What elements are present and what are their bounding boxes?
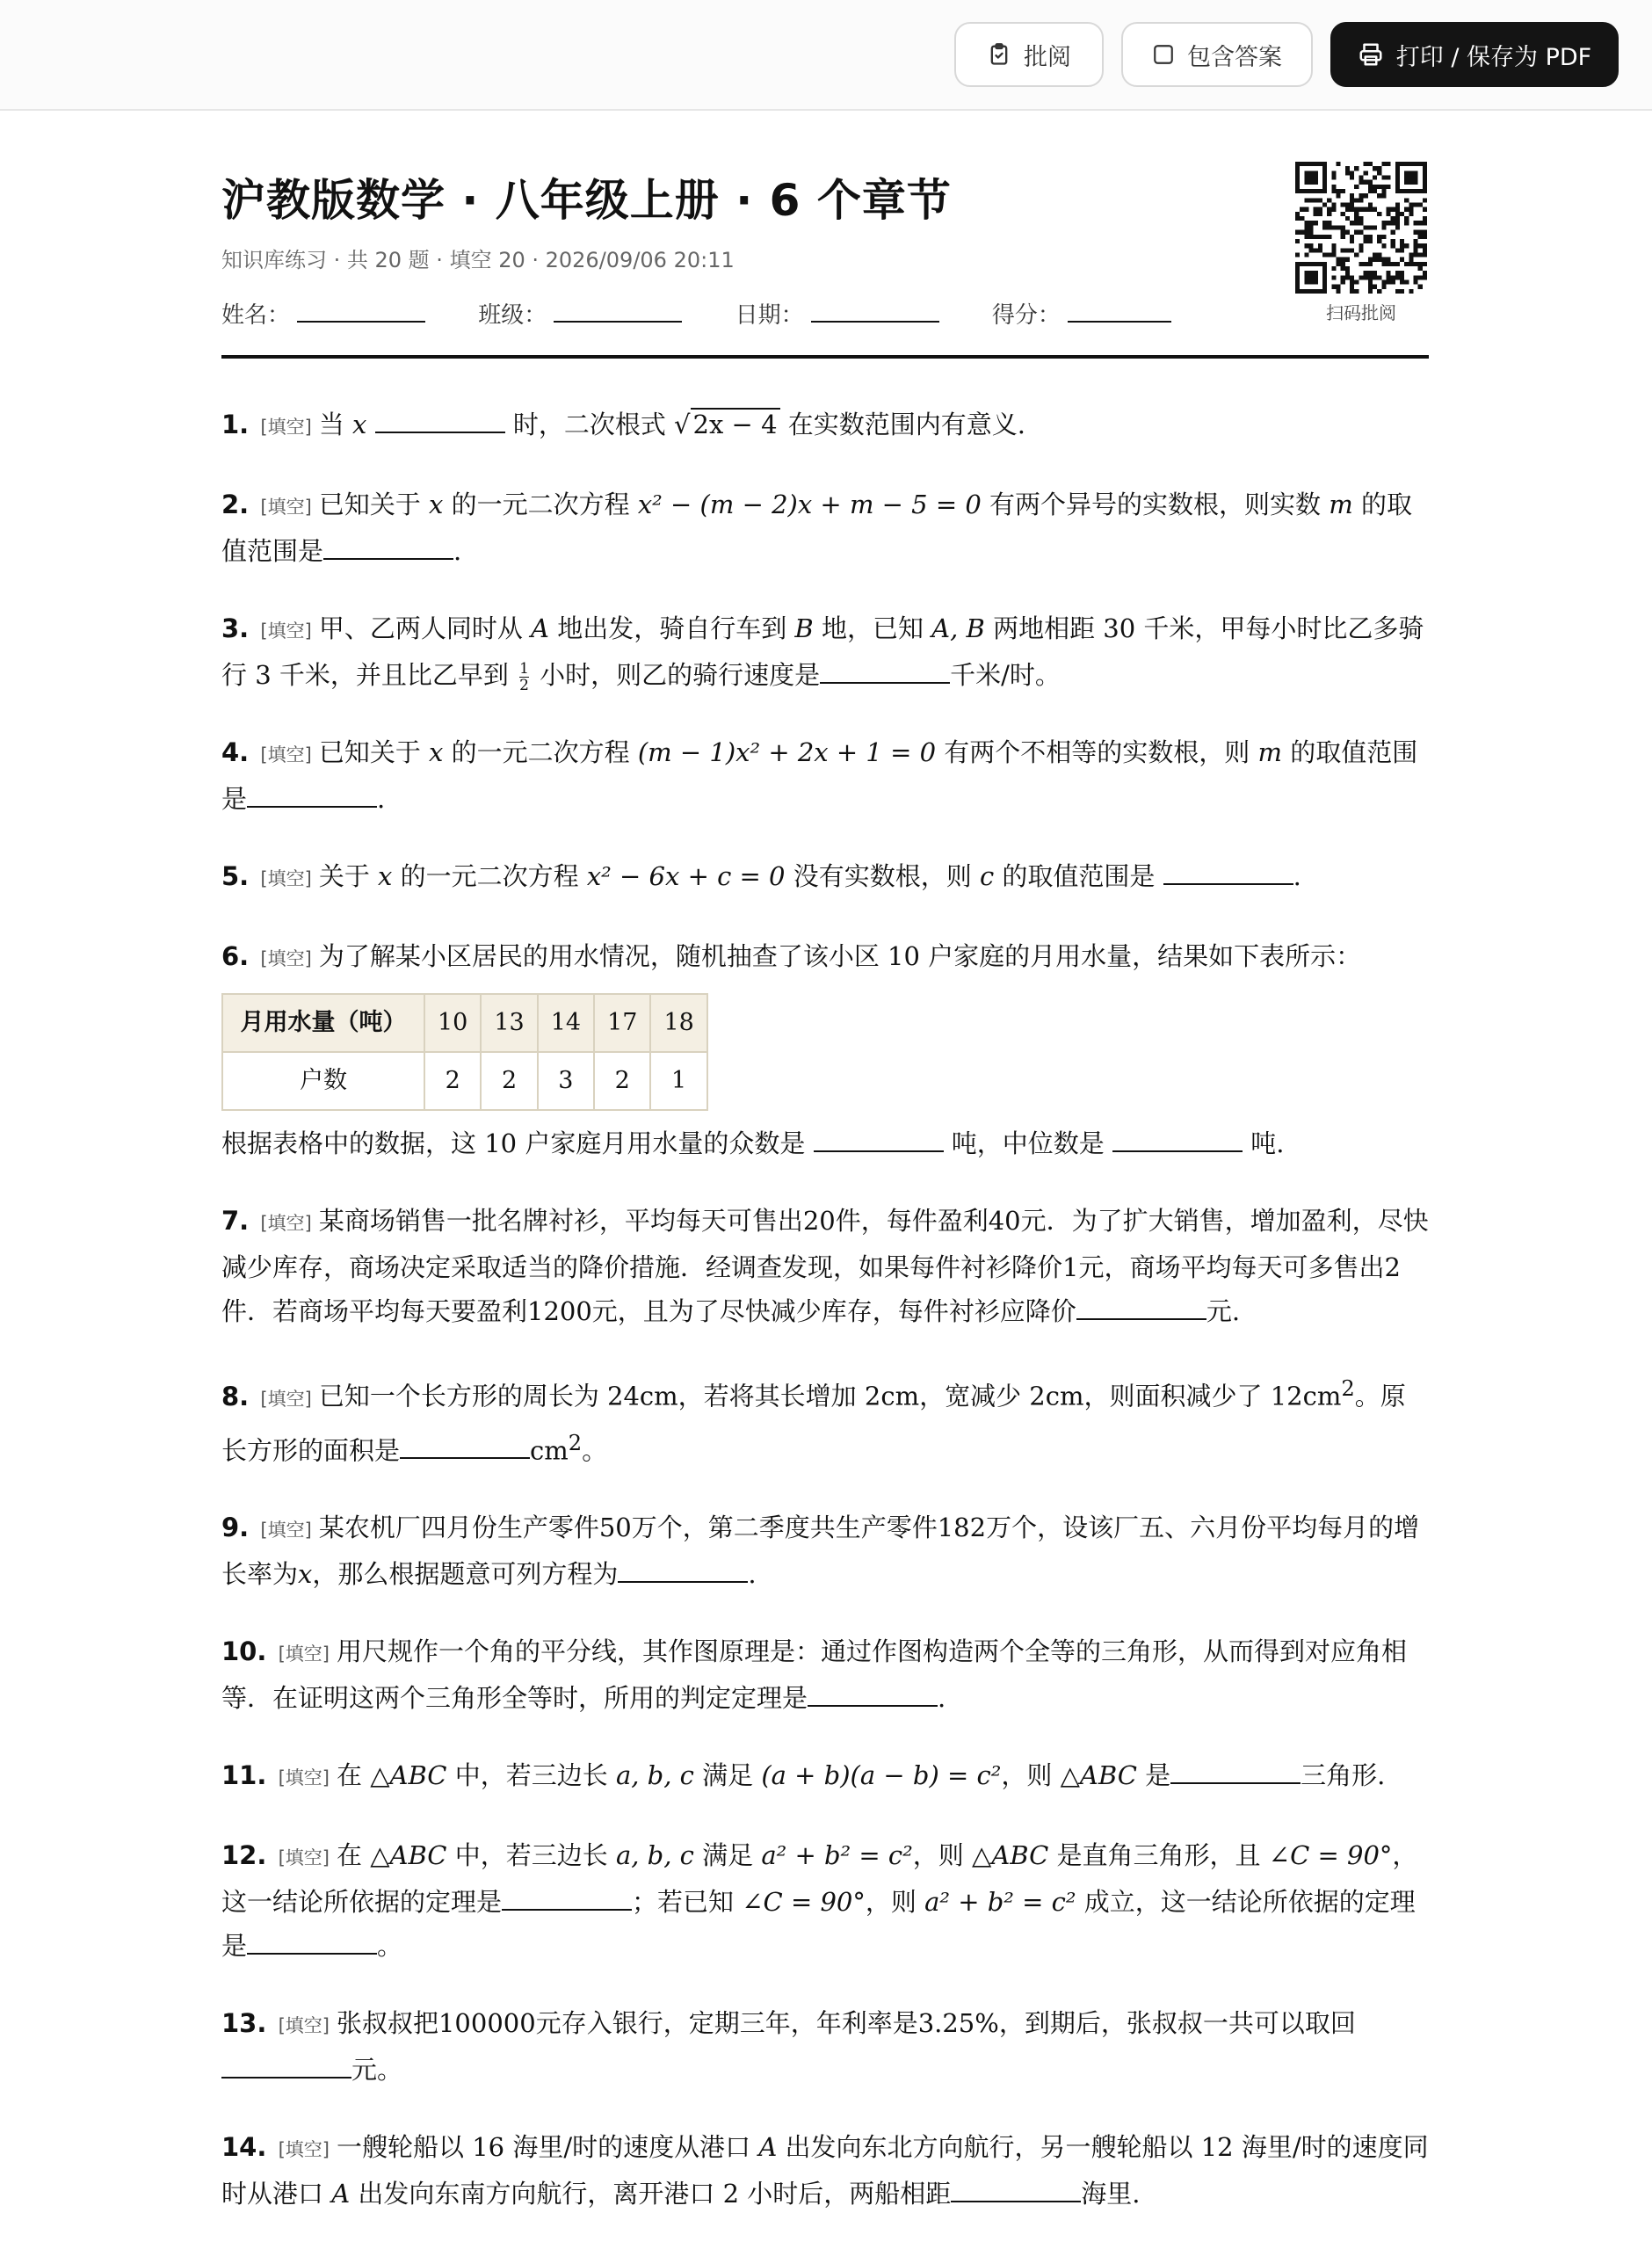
table-cell: 2 [424, 1052, 481, 1110]
toolbar [0, 0, 1652, 111]
review-button-label: 批阅 [1024, 43, 1071, 71]
question-7: 7. [填空] 某商场销售一批名牌衬衫，平均每天可售出20件，每件盈利40元．为了扩大销售，增加盈利，尽快减少库存，商场决定采取适当的降价措施．经调查发现，如果每件衬衫降价1元，商场平均每天可多售出2件．若商场平均每天要盈利1200元，且为了尽快减少库存，每件衬衫应降价 元. [221, 1206, 1429, 1326]
include-answers-label: 包含答案 [1187, 43, 1282, 71]
question-6: 6. [填空] 为了解某小区居民的用水情况，随机抽查了该小区 10 户家庭的月用水量，结果如下表所示： 月用水量（吨） 10 13 14 17 18 户数 2 2 3 2 1 根据表格中的数据，这 10 户家庭月用水量的众数是 吨，中位数是 吨. [221, 941, 1362, 1158]
answer-blank[interactable] [951, 2176, 1081, 2202]
table-cell: 户数 [222, 1052, 424, 1110]
answer-blank[interactable] [814, 1126, 944, 1152]
qr-label: 扫码批阅 [1326, 302, 1396, 323]
qr-code-image [1295, 162, 1427, 294]
print-pdf-label: 打印 / 保存为 PDF [1395, 43, 1592, 71]
question-1: 1. [填空] 当 x 时，二次根式 √ 2x − 4 在实数范围内有意义. [221, 403, 1429, 449]
worksheet-title: 沪教版数学 · 八年级上册 · 6 个章节 [221, 175, 952, 226]
answer-blank[interactable] [808, 1680, 938, 1707]
answer-blank[interactable] [247, 1928, 377, 1955]
table-header-cell: 10 [424, 994, 481, 1052]
question-4: 4. [填空] 已知关于 x 的一元二次方程 (m − 1)x² + 2x + 1 = 0 有两个不相等的实数根，则 m 的取值范围是 . [221, 737, 1418, 814]
table-header-cell: 18 [650, 994, 706, 1052]
water-usage-table [221, 993, 708, 1111]
question-list [221, 403, 1429, 2249]
review-button[interactable] [954, 22, 1104, 87]
answer-blank[interactable] [323, 533, 453, 560]
qr-code [1295, 162, 1427, 324]
question-3: 3. [填空] 甲、乙两人同时从 A 地出发，骑自行车到 B 地，已知 A, B 两地相距 30 千米，甲每小时比乙多骑行 3 千米，并且比乙早到 $\frac{1}{2}$ 小时，则乙的骑行速度是 千米/时。 [221, 613, 1424, 694]
question-9: 9. [填空] 某农机厂四月份生产零件50万个，第二季度共生产零件182万个，设该厂五、六月份平均每月的增长率为x，那么根据题意可列方程为 . [221, 1513, 1420, 1590]
question-2: 2. [填空] 已知关于 x 的一元二次方程 x² − (m − 2)x + m − 5 = 0 有两个异号的实数根，则实数 m 的取值范围是 . [221, 490, 1412, 566]
question-12: 12. [填空] 在 △ABC 中，若三边长 a, b, c 满足 a² + b² = c²，则 △ABC 是直角三角形，且 ∠C = 90°，这一结论所依据的定理是 ；若已知 ∠C = 90°，则 a² + b² = c² 成立，这一结论所依据的定理是 。 [221, 1840, 1418, 1962]
table-header-cell: 14 [538, 994, 594, 1052]
include-answers-toggle[interactable] [1121, 22, 1313, 87]
question-13: 13. [填空] 张叔叔把100000元存入银行，定期三年，年利率是3.25%，到期后，张叔叔一共可以取回元。 [221, 2008, 1356, 2086]
score-field: 得分： [992, 297, 1171, 330]
answer-blank[interactable] [247, 781, 377, 808]
answer-blank[interactable] [1170, 1758, 1301, 1784]
date-field: 日期： [735, 297, 939, 330]
answer-blank[interactable] [1163, 859, 1293, 885]
question-11: 11. [填空] 在 △ABC 中，若三边长 a, b, c 满足 (a + b)(a − b) = c²，则 △ABC 是 三角形. [221, 1753, 1429, 1800]
print-pdf-button[interactable] [1330, 22, 1619, 87]
table-header-cell: 13 [481, 994, 537, 1052]
question-5: 5. [填空] 关于 x 的一元二次方程 x² − 6x + c = 0 没有实数根，则 c 的取值范围是 . [221, 854, 1429, 901]
table-header-cell: 月用水量（吨） [222, 994, 424, 1052]
class-field: 班级： [478, 297, 682, 330]
table-cell: 2 [481, 1052, 537, 1110]
answer-blank[interactable] [1076, 1294, 1206, 1320]
name-field: 姓名： [221, 297, 425, 330]
table-row [222, 1052, 707, 1110]
fraction-one-half: $\frac{1}{2}$ [519, 659, 529, 694]
student-info-fields [221, 297, 1217, 330]
table-header-cell: 17 [594, 994, 650, 1052]
question-8: 8. [填空] 已知一个长方形的周长为 24cm，若将其长增加 2cm，宽减少 2cm，则面积减少了 $12cm^2$。原长方形的面积是 $cm^2$。 [221, 1376, 1406, 1466]
table-row [222, 994, 707, 1052]
clipboard-check-icon [987, 42, 1011, 67]
table-cell: 3 [538, 1052, 594, 1110]
worksheet-meta: 知识库练习 · 共 20 题 · 填空 20 · 2026/09/06 20:11 [221, 248, 735, 272]
answer-blank[interactable] [375, 407, 505, 433]
checkbox-icon[interactable] [1152, 43, 1175, 66]
header-divider [221, 355, 1429, 359]
answer-blank[interactable] [618, 1556, 748, 1583]
answer-blank[interactable] [400, 1433, 530, 1459]
answer-blank[interactable] [820, 657, 950, 684]
printer-icon [1358, 41, 1384, 68]
table-cell: 2 [594, 1052, 650, 1110]
table-cell: 1 [650, 1052, 706, 1110]
answer-blank[interactable] [1112, 1126, 1243, 1152]
question-10: 10. [填空] 用尺规作一个角的平分线，其作图原理是：通过作图构造两个全等的三角形，从而得到对应角相等．在证明这两个三角形全等时，所用的判定定理是 . [221, 1636, 1407, 1714]
answer-blank[interactable] [502, 1884, 632, 1911]
answer-blank[interactable] [221, 2052, 351, 2079]
question-14: 14. [填空] 一艘轮船以 16 海里/时的速度从港口 A 出发向东北方向航行，另一艘轮船以 12 海里/时的速度同时从港口 A 出发向东南方向航行，离开港口 2 小时后，两船相距 海里. [221, 2132, 1429, 2209]
